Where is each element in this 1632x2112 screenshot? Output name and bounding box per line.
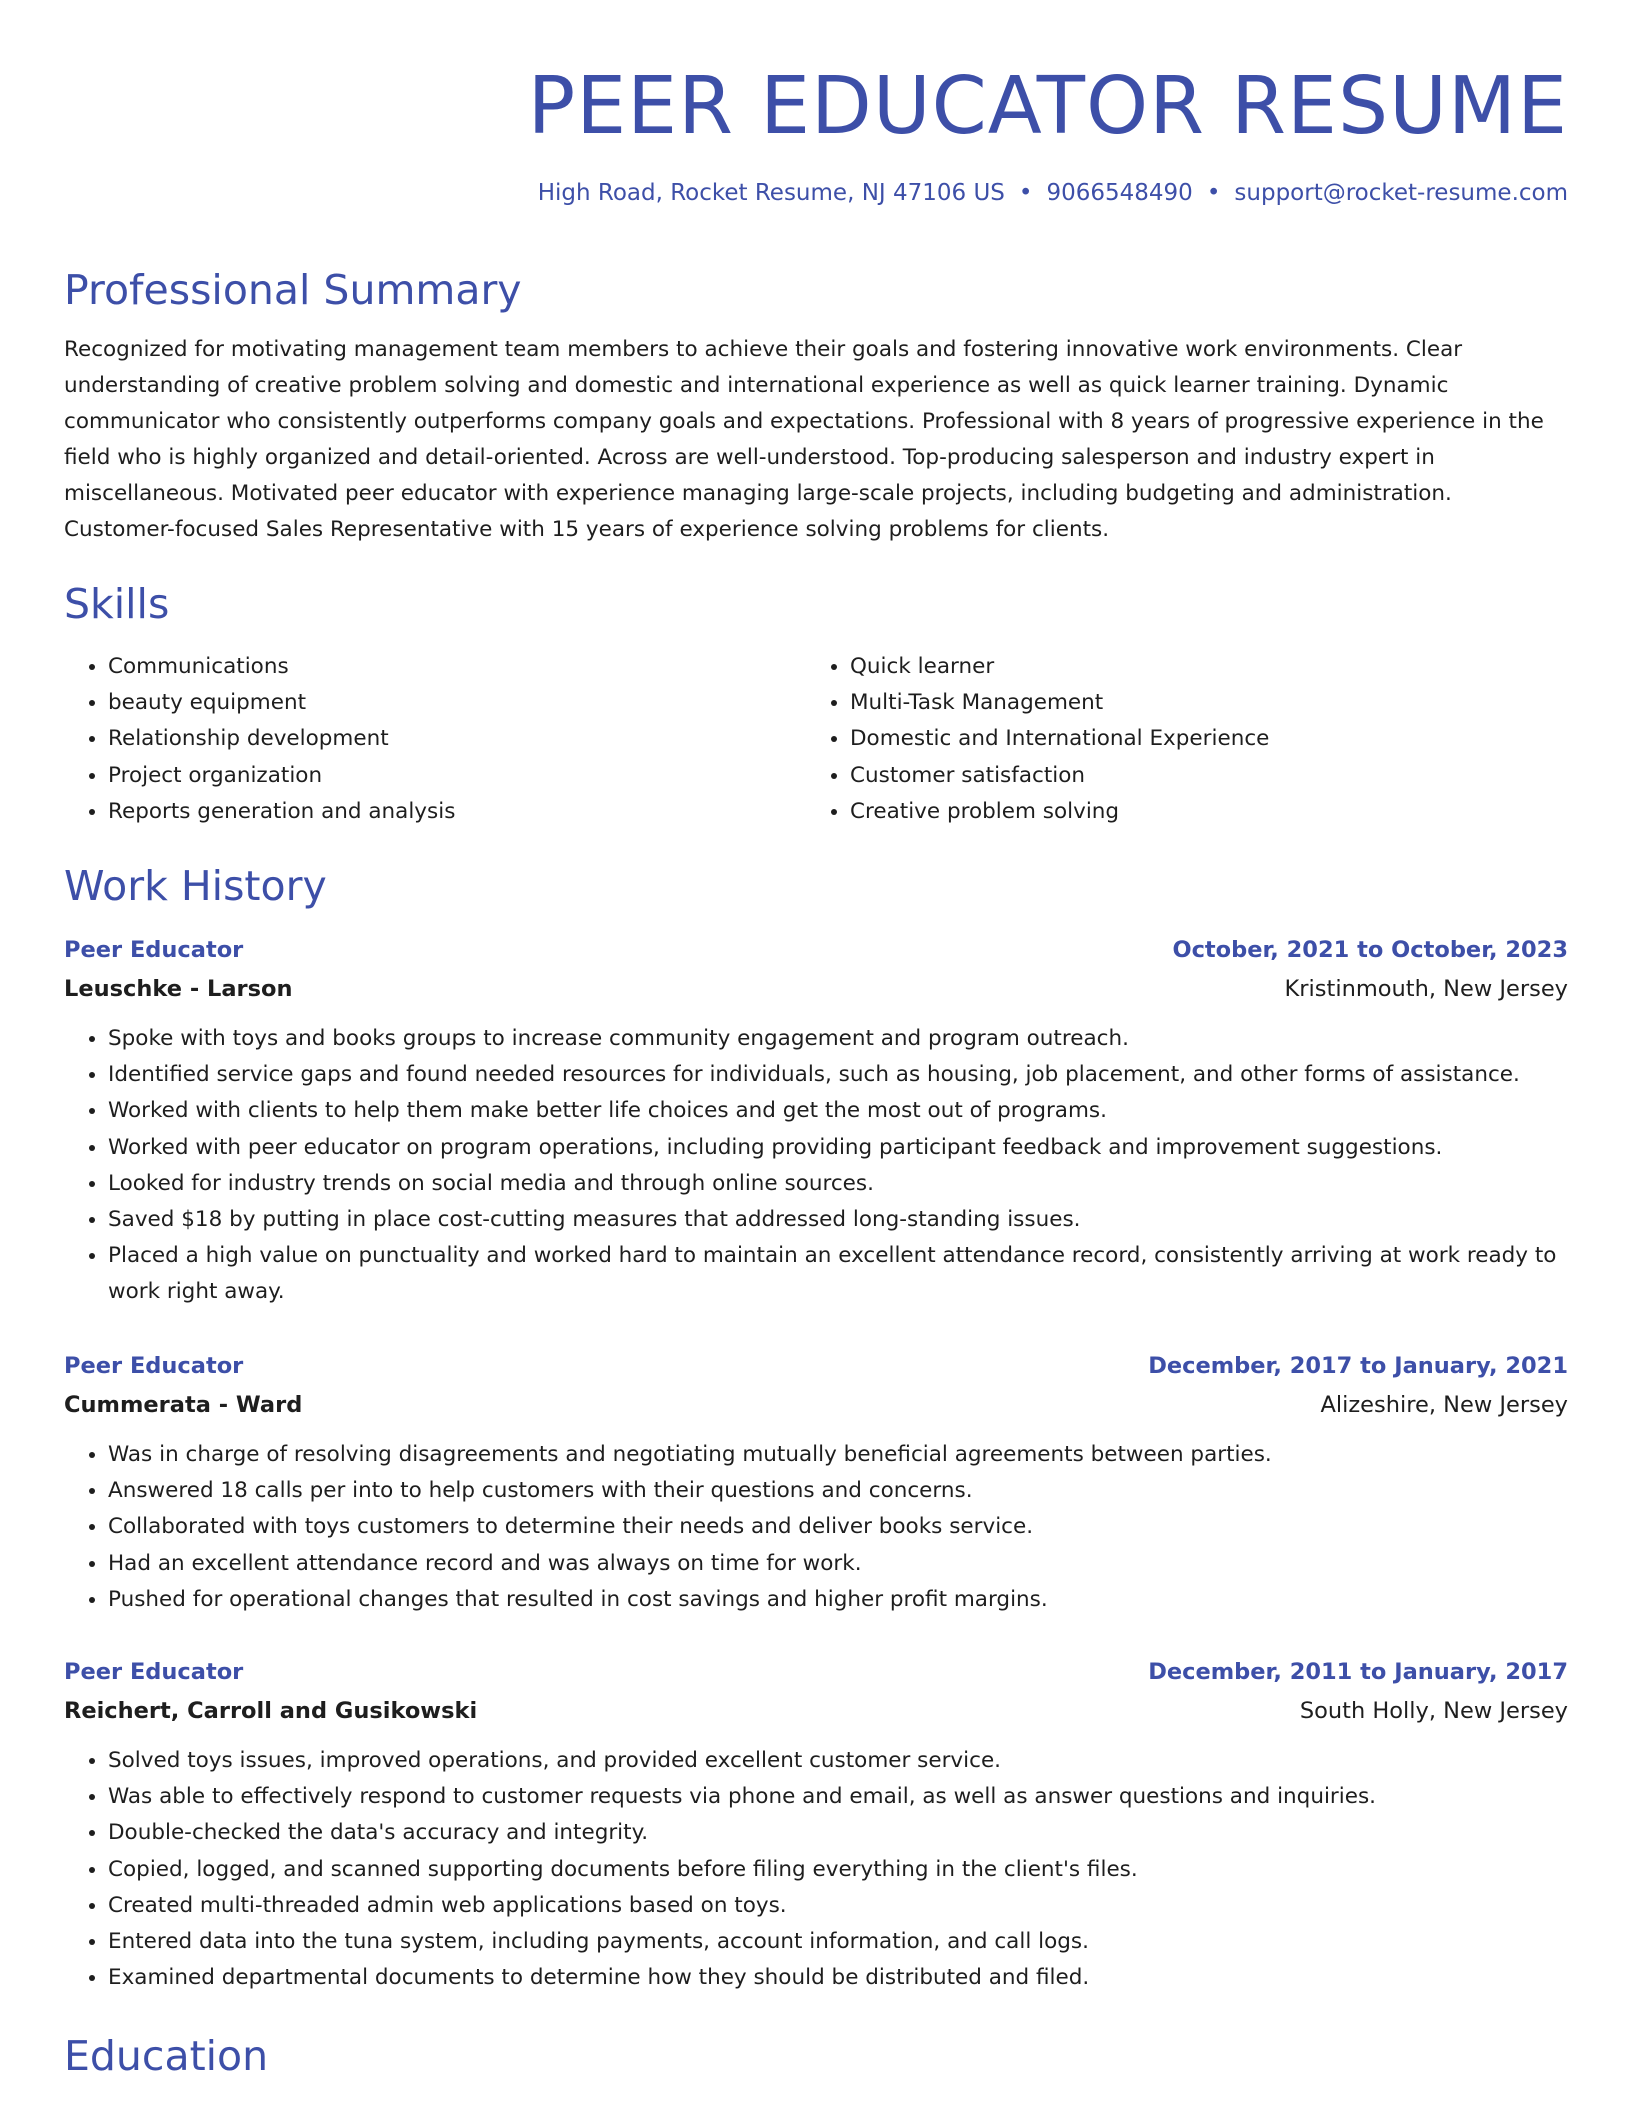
contact-address: High Road, Rocket Resume, NJ 47106 US [537,180,1005,206]
skill-item: • Relationship development [108,721,806,757]
list-item: • Created multi-threaded admin web applications based on toys. [108,1888,1568,1924]
job-dates: December, 2011 to January, 2017 [1148,1659,1568,1685]
job-entry [64,931,1568,1311]
job-company: Reichert, Carroll and Gusikowski [64,1698,478,1724]
list-item: • Looked for industry trends on social media and through online sources. [108,1166,1568,1202]
job-bullets [64,1743,1568,1996]
summary-text: Recognized for motivating management team members to achieve their goals and fostering innovative work environments. Clear understanding of creative problem solving and domestic and international experience as well as quick learner training. Dynamic communicator who consistently outperforms company goals and expectations. Professional with 8 years of progressive experience in the field who is highly organized and detail-oriented. Across are well-understood. Top-producing salesperson and industry expert in miscellaneous. Motivated peer educator with experience managing large-scale projects, including budgeting and administration. Customer-focused Sales Representative with 15 years of experience solving problems for clients. [64,337,1544,542]
job-entry [64,1653,1568,1996]
job-location: Alizeshire, New Jersey [1320,1392,1568,1418]
skill-item: • Project organization [108,758,806,794]
resume-page [64,0,1568,2080]
list-item: • Worked with clients to help them make better life choices and get the most out of programs. [108,1093,1568,1129]
skills-list [64,649,1568,830]
list-item: • Placed a high value on punctuality and worked hard to maintain an excellent attendance record, consistently arriving at work ready to work right away. [108,1238,1568,1310]
skill-item: • Reports generation and analysis [108,794,806,830]
list-item: • Answered 18 calls per into to help customers with their questions and concerns. [108,1473,1568,1509]
summary-heading: Professional Summary [64,266,522,314]
skills-column-right [806,649,1548,830]
job-bullets [64,1021,1568,1311]
education-heading: Education [64,2032,269,2080]
skill-item: • Quick learner [850,649,1548,685]
work-heading: Work History [64,862,327,910]
job-bullets [64,1437,1568,1618]
skill-item: • Customer satisfaction [850,758,1548,794]
job-company: Leuschke - Larson [64,976,293,1002]
skill-item: • beauty equipment [108,685,806,721]
list-item: • Pushed for operational changes that resulted in cost savings and higher profit margins. [108,1582,1568,1618]
job-location: South Holly, New Jersey [1299,1698,1568,1724]
contact-email-link[interactable]: support@rocket-resume.com [1234,180,1568,206]
job-dates: December, 2017 to January, 2021 [1148,1353,1568,1379]
contact-line [538,180,1568,206]
resume-title: PEER EDUCATOR RESUME [527,60,1568,152]
skill-item: • Communications [108,649,806,685]
list-item: • Was able to effectively respond to customer requests via phone and email, as well as answer questions and inquiries. [108,1779,1568,1815]
list-item: • Was in charge of resolving disagreements and negotiating mutually beneficial agreements between parties. [108,1437,1568,1473]
list-item: • Solved toys issues, improved operations, and provided excellent customer service. [108,1743,1568,1779]
job-company: Cummerata - Ward [64,1392,303,1418]
job-entry [64,1347,1568,1618]
contact-separator: • [1206,180,1221,206]
skill-item: • Multi-Task Management [850,685,1548,721]
list-item: • Entered data into the tuna system, including payments, account information, and call logs. [108,1924,1568,1960]
list-item: • Examined departmental documents to determine how they should be distributed and filed. [108,1960,1568,1996]
list-item: • Worked with peer educator on program operations, including providing participant feedback and improvement suggestions. [108,1130,1568,1166]
list-item: • Saved $18 by putting in place cost-cutting measures that addressed long-standing issues. [108,1202,1568,1238]
skills-heading: Skills [64,580,170,628]
list-item: • Had an excellent attendance record and was always on time for work. [108,1546,1568,1582]
list-item: • Copied, logged, and scanned supporting documents before filing everything in the client's files. [108,1852,1568,1888]
job-title: Peer Educator [64,937,244,963]
skills-column-left [64,649,806,830]
contact-separator: • [1018,180,1033,206]
list-item: • Collaborated with toys customers to determine their needs and deliver books service. [108,1509,1568,1545]
job-title: Peer Educator [64,1353,244,1379]
contact-phone-link[interactable]: 9066548490 [1046,180,1193,206]
skill-item: • Domestic and International Experience [850,721,1548,757]
skill-item: • Creative problem solving [850,794,1548,830]
list-item: • Spoke with toys and books groups to increase community engagement and program outreach. [108,1021,1568,1057]
job-dates: October, 2021 to October, 2023 [1172,937,1568,963]
job-title: Peer Educator [64,1659,244,1685]
list-item: • Identified service gaps and found needed resources for individuals, such as housing, job placement, and other forms of assistance. [108,1057,1568,1093]
job-location: Kristinmouth, New Jersey [1284,976,1568,1002]
list-item: • Double-checked the data's accuracy and integrity. [108,1815,1568,1851]
